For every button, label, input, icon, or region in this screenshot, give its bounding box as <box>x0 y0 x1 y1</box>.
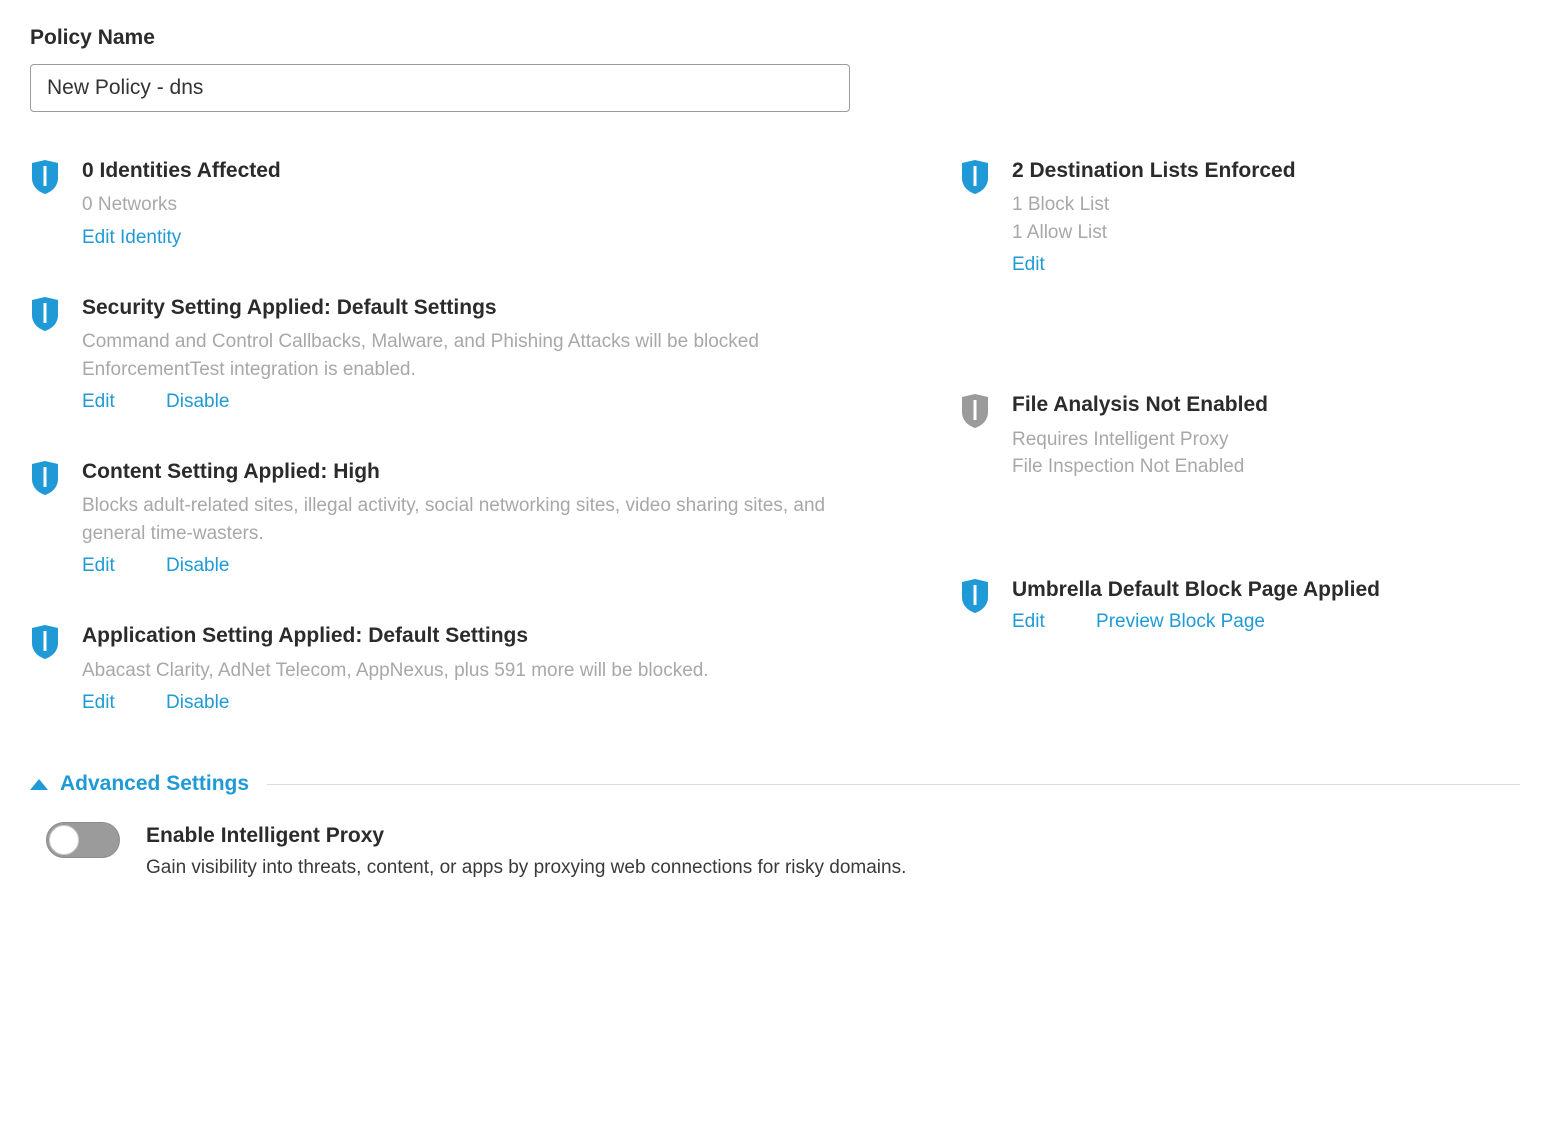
card-links <box>82 692 960 714</box>
edit-security-link[interactable]: Edit <box>82 391 115 413</box>
card-links <box>1012 611 1520 633</box>
preview-block-page-link[interactable]: Preview Block Page <box>1096 610 1265 632</box>
advanced-settings-label: Advanced Settings <box>60 772 250 796</box>
card-destination-lists <box>960 158 1520 276</box>
card-subtext: Requires Intelligent Proxy <box>1012 428 1229 450</box>
caret-up-icon[interactable] <box>30 779 48 790</box>
card-title: 2 Destination Lists Enforced <box>1012 159 1296 182</box>
card-body <box>82 295 960 413</box>
card-title: Security Setting Applied: Default Settings <box>82 295 497 319</box>
card-subtext-2: File Inspection Not Enabled <box>1012 456 1245 478</box>
card-body <box>82 459 960 577</box>
shield-icon <box>960 392 990 433</box>
shield-icon <box>30 158 60 199</box>
shield-icon <box>30 295 60 336</box>
card-links <box>82 227 960 249</box>
policy-name-input[interactable] <box>30 64 850 112</box>
card-subtext: Blocks adult-related sites, illegal activity, social networking sites, video sharing sites, and general time-wasters. <box>82 495 826 544</box>
edit-destination-lists-link[interactable]: Edit <box>1012 254 1045 276</box>
intelligent-proxy-row <box>0 796 1550 879</box>
card-subtext: 0 Networks <box>82 194 178 216</box>
card-identities <box>30 158 960 249</box>
card-subtext-2: 1 Allow List <box>1012 221 1108 243</box>
card-title: Application Setting Applied: Default Settings <box>82 624 529 648</box>
card-subtext: Abacast Clarity, AdNet Telecom, AppNexus, plus 591 more will be blocked. <box>82 659 709 681</box>
shield-icon <box>960 158 990 199</box>
edit-content-link[interactable]: Edit <box>82 555 115 577</box>
settings-columns <box>30 158 1520 754</box>
left-column <box>30 158 960 754</box>
shield-icon <box>30 459 60 500</box>
card-body <box>1012 158 1520 276</box>
card-body <box>82 158 960 249</box>
card-block-page <box>960 577 1520 633</box>
divider <box>267 784 1520 785</box>
card-subtext: 1 Block List <box>1012 194 1110 216</box>
edit-application-link[interactable]: Edit <box>82 692 115 714</box>
card-title: Umbrella Default Block Page Applied <box>1012 577 1380 601</box>
toggle-knob <box>49 825 79 855</box>
card-title: 0 Identities Affected <box>82 159 281 182</box>
disable-security-link[interactable]: Disable <box>166 391 230 413</box>
right-column <box>960 158 1520 754</box>
card-title: File Analysis Not Enabled <box>1012 393 1268 417</box>
card-links <box>82 391 960 413</box>
edit-identity-link[interactable]: Edit Identity <box>82 226 182 248</box>
card-security-setting <box>30 295 960 413</box>
card-body <box>1012 577 1520 633</box>
shield-icon <box>30 623 60 664</box>
intelligent-proxy-title: Enable Intelligent Proxy <box>146 824 385 848</box>
page-title: Policy Name <box>30 26 155 49</box>
card-body <box>82 623 960 714</box>
card-file-analysis <box>960 392 1520 480</box>
card-links <box>82 555 960 577</box>
shield-icon <box>960 577 990 618</box>
card-content-setting <box>30 459 960 577</box>
card-links <box>1012 254 1520 276</box>
disable-content-link[interactable]: Disable <box>166 555 230 577</box>
disable-application-link[interactable]: Disable <box>166 692 230 714</box>
card-subtext: Command and Control Callbacks, Malware, and Phishing Attacks will be blocked <box>82 331 759 353</box>
card-application-setting <box>30 623 960 714</box>
advanced-settings-header[interactable] <box>0 772 1550 796</box>
enable-intelligent-proxy-toggle[interactable] <box>46 822 120 858</box>
edit-block-page-link[interactable]: Edit <box>1012 610 1045 632</box>
card-body <box>1012 392 1520 480</box>
card-subtext-2: EnforcementTest integration is enabled. <box>82 358 416 380</box>
intelligent-proxy-description: Gain visibility into threats, content, or apps by proxying web connections for risky domains. <box>146 857 907 879</box>
intelligent-proxy-text <box>146 822 906 879</box>
card-title: Content Setting Applied: High <box>82 460 380 484</box>
